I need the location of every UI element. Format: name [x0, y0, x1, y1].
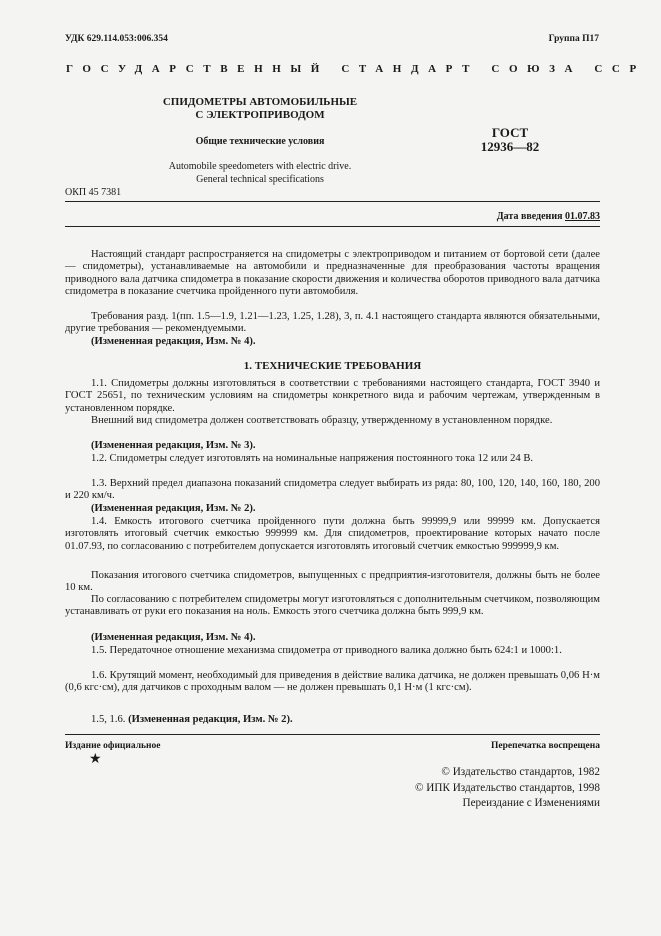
amendment-note-4: (Измененная редакция, Изм. № 4). [91, 632, 256, 643]
clause-1-2: 1.2. Спидометры следует изготовлять на номинальные напряжения постоянного тока 12 или 24 В. [91, 453, 534, 464]
copyright-1998: © ИПК Издательство стандартов, 1998 [414, 781, 600, 794]
udk-code: УДК 629.114.053:006.354 [65, 34, 168, 44]
document-title [130, 96, 390, 122]
clause-1-4-extra-counter: По согласованию с потребителем спидометры могут изготовляться с дополнительным счетчиком, позволяющим устанавливать от руки его показания на ноль. Емкость этого счетчика должна быть 999,9 км. [65, 594, 600, 618]
section-heading: 1. ТЕХНИЧЕСКИЕ ТРЕБОВАНИЯ [243, 360, 422, 372]
divider-date [65, 226, 600, 227]
clause-1-1-appearance: Внешний вид спидометра должен соответствовать образцу, утвержденному в установленном порядке. [91, 415, 553, 426]
effective-date-label: Дата введения [496, 211, 563, 222]
amendment-note-2: (Измененная редакция, Изм. № 2). [91, 503, 256, 514]
clause-1-3: 1.3. Верхний предел диапазона показаний спидометра следует выбирать из ряда: 80, 100, 120, 140, 160, 180, 200 и 220 км/ч. [65, 478, 600, 502]
official-edition: Издание официальное [65, 741, 161, 751]
clause-1-4: 1.4. Емкость итогового счетчика пройденного пути должна быть 99999,9 или 99999 км. Допускается изготовлять итоговый счетчик емкостью 999999 км. Для спидометров, проектирование которых начато после 01.07.93, по согласованию с потребителем допускается изготовлять итоговый счетчик емкостью 999999,9 км. [65, 516, 600, 552]
intro-amendment-note: (Измененная редакция, Изм. № 4). [91, 336, 256, 347]
group-code: Группа П17 [548, 34, 599, 44]
clause-1-5: 1.5. Передаточное отношение механизма спидометра от приводного валика должно быть 624:1 и 1000:1. [91, 645, 562, 656]
divider-footer [65, 734, 600, 735]
title-line-1: СПИДОМЕТРЫ АВТОМОБИЛЬНЫЕ [162, 96, 358, 108]
intro-paragraph-1: Настоящий стандарт распространяется на спидометры с электроприводом и питанием от бортовой сети (далее — спидометры), устанавливаемые на автомобили и предназначенные для преобразования частоты вращения приводного вала датчика спидометра в показание скорости движения и количества оборотов приводного вала датчика спидометра в показание счетчика пройденного пути автомобиля. [65, 249, 600, 298]
intro-paragraph-2: Требования разд. 1(пп. 1.5—1.9, 1.21—1.23, 1.25, 1.28), 3, п. 4.1 настоящего стандарта являются обязательными, другие требования — рекомендуемыми. [65, 311, 600, 335]
divider-top [65, 201, 600, 202]
document-subtitle: Общие технические условия [195, 136, 325, 147]
copyright-1982: © Издательство стандартов, 1982 [441, 766, 600, 778]
reissue-note: Переиздание с Изменениями [462, 797, 600, 809]
clause-1-6: 1.6. Крутящий момент, необходимый для приведения в действие валика датчика, не должен превышать 0,06 Н·м (0,6 кгс·см), для датчиков с проходным валом — не должен превышать 0,1 Н·м (1 кгс·см). [65, 670, 600, 694]
title-line-2: С ЭЛЕКТРОПРИВОДОМ [195, 109, 325, 121]
amendment-note-2b: (Измененная редакция, Изм. № 2). [128, 714, 293, 725]
okp-code: ОКП 45 7381 [65, 187, 122, 198]
amendment-note-3: (Измененная редакция, Изм. № 3). [91, 440, 256, 451]
clause-1-1: 1.1. Спидометры должны изготовляться в соответствии с требованиями настоящего стандарта, ГОСТ 3940 и ГОСТ 25651, по техническим условиям на спидометры конкретного вида и рабочим чертежам, утвержденным в установленном порядке. [65, 378, 600, 414]
gost-number [470, 126, 550, 154]
effective-date-value: 01.07.83 [565, 211, 600, 222]
clause-1-5-1-6-note [65, 714, 600, 726]
gost-label: ГОСТ [491, 125, 529, 140]
effective-date [497, 211, 600, 222]
copyright-block [300, 765, 600, 812]
standard-banner: ГОСУДАРСТВЕННЫЙ СТАНДАРТ СОЮЗА ССР [66, 63, 646, 75]
english-title [130, 160, 390, 186]
gost-code: 12936—82 [480, 139, 540, 154]
reprint-prohibited: Перепечатка воспрещена [490, 741, 600, 751]
star-icon: ★ [89, 752, 102, 767]
clause-ref: 1.5, 1.6. [91, 714, 126, 725]
english-title-line-1: Automobile speedometers with electric drive. [168, 161, 352, 172]
english-title-line-2: General technical specifications [196, 174, 324, 185]
clause-1-4-initial-reading: Показания итогового счетчика спидометров, выпущенных с предприятия-изготовителя, должны быть не более 10 км. [65, 570, 600, 594]
